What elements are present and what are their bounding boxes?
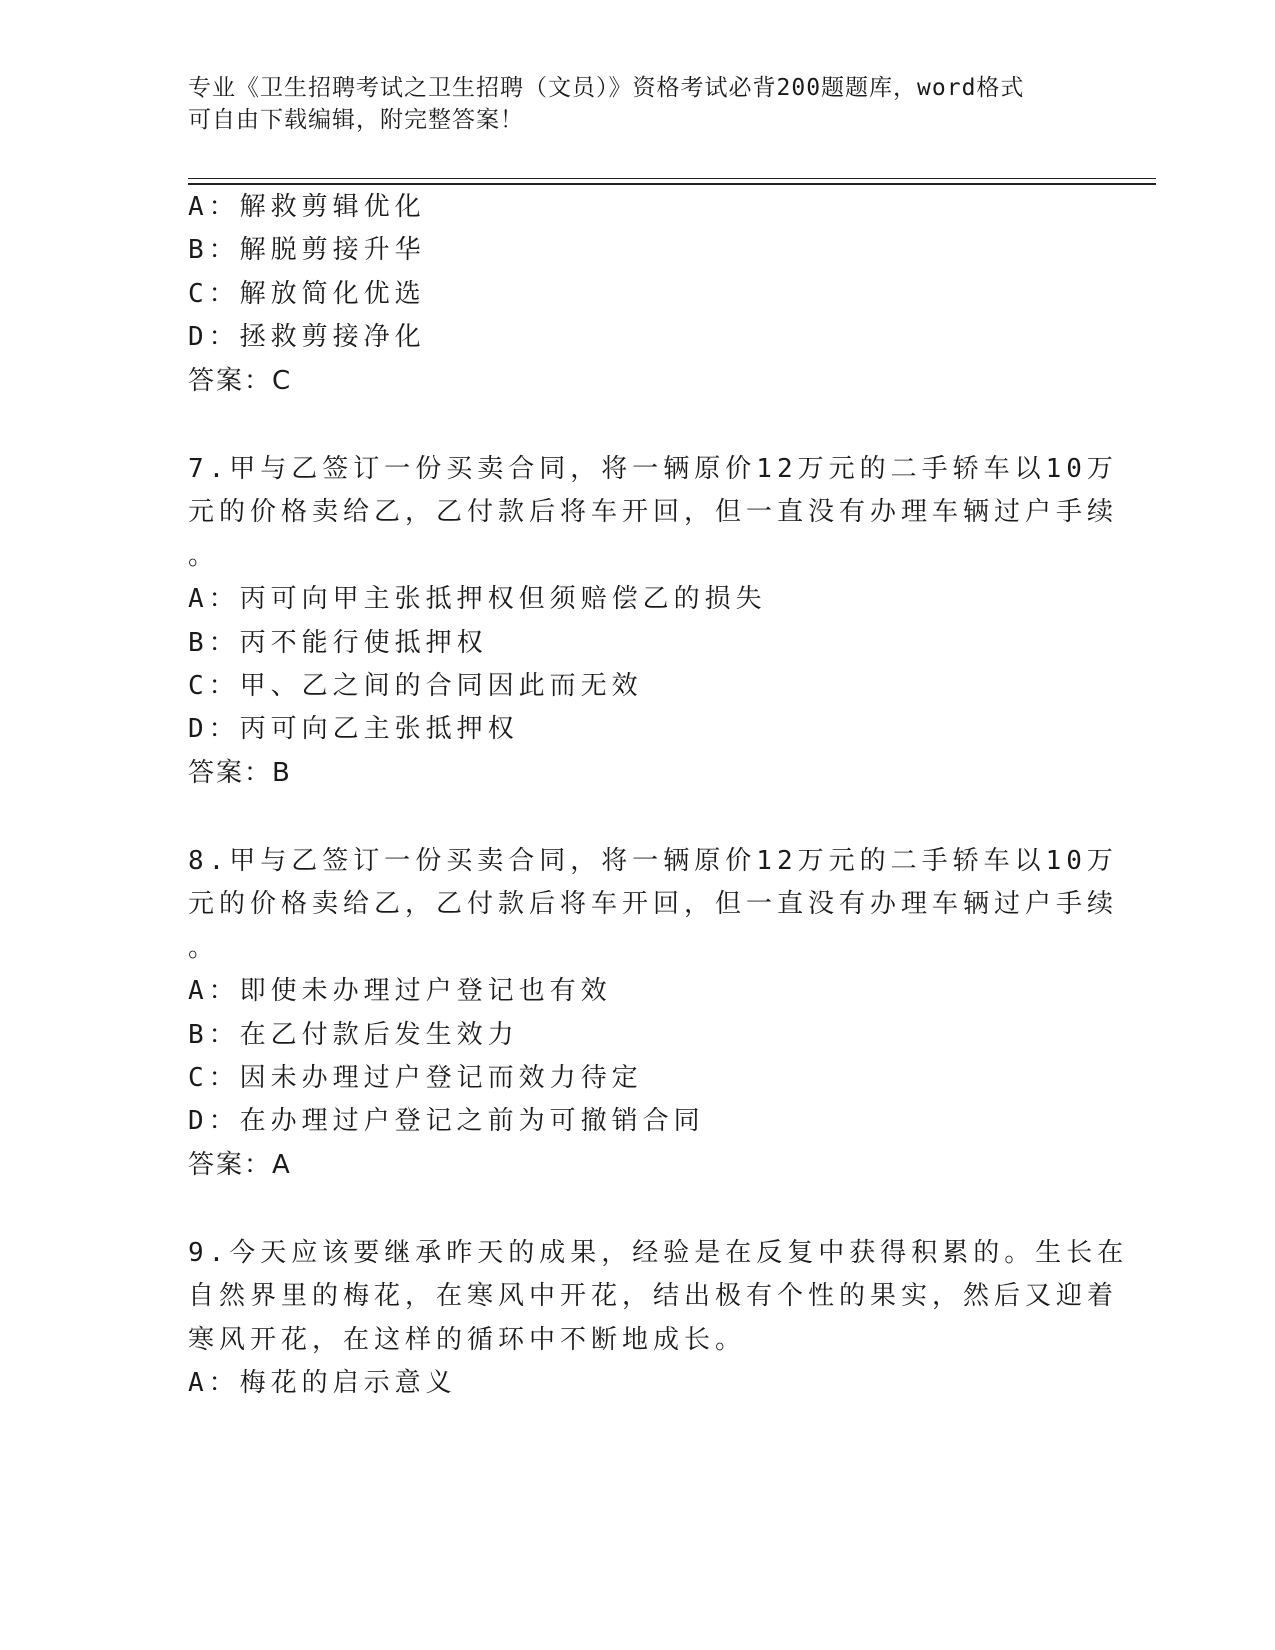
q6-answer: 答案：C xyxy=(188,366,293,396)
q8-option-b: B：在乙付款后发生效力 xyxy=(188,1020,519,1050)
q9-stem-line-2: 自然界里的梅花，在寒风中开花，结出极有个性的果实，然后又迎着 xyxy=(188,1281,1119,1311)
q9-stem-line-3: 寒风开花，在这样的循环中不断地成长。 xyxy=(188,1325,747,1355)
q7-option-b: B：丙不能行使抵押权 xyxy=(188,628,488,658)
q9-option-a: A：梅花的启示意义 xyxy=(188,1368,457,1398)
q7-option-d: D：丙可向乙主张抵押权 xyxy=(188,714,519,744)
document-header xyxy=(188,72,1068,136)
q7-stem-line-2: 元的价格卖给乙，乙付款后将车开回，但一直没有办理车辆过户手续 xyxy=(188,497,1119,527)
q8-stem-line-3: 。 xyxy=(188,933,220,963)
q6-option-a: A：解救剪辑优化 xyxy=(188,192,426,222)
q8-stem-line-2: 元的价格卖给乙，乙付款后将车开回，但一直没有办理车辆过户手续 xyxy=(188,889,1119,919)
q6-option-b: B：解脱剪接升华 xyxy=(188,235,426,265)
q8-option-c: C：因未办理过户登记而效力待定 xyxy=(188,1063,643,1093)
q8-stem-line-1: 8.甲与乙签订一份买卖合同，将一辆原价12万元的二手轿车以10万 xyxy=(188,846,1118,876)
q8-answer: 答案：A xyxy=(188,1150,292,1180)
header-line-2: 可自由下载编辑，附完整答案！ xyxy=(188,107,524,133)
q7-stem-line-1: 7.甲与乙签订一份买卖合同，将一辆原价12万元的二手轿车以10万 xyxy=(188,454,1118,484)
q7-answer: 答案：B xyxy=(188,758,292,788)
q6-option-d: D：拯救剪接净化 xyxy=(188,322,426,352)
header-divider-thick xyxy=(188,183,1156,185)
q8-option-a: A：即使未办理过户登记也有效 xyxy=(188,976,612,1006)
q9-stem-line-1: 9.今天应该要继承昨天的成果，经验是在反复中获得积累的。生长在 xyxy=(188,1238,1129,1268)
q6-option-c: C：解放简化优选 xyxy=(188,279,426,309)
q8-option-d: D：在办理过户登记之前为可撤销合同 xyxy=(188,1106,705,1136)
q7-stem-line-3: 。 xyxy=(188,541,220,571)
header-line-1: 专业《卫生招聘考试之卫生招聘（文员）》资格考试必背200题题库，word格式 xyxy=(188,75,1025,101)
q7-option-a: A：丙可向甲主张抵押权但须赔偿乙的损失 xyxy=(188,584,767,614)
q7-option-c: C：甲、乙之间的合同因此而无效 xyxy=(188,671,643,701)
header-divider-thin xyxy=(188,178,1156,179)
